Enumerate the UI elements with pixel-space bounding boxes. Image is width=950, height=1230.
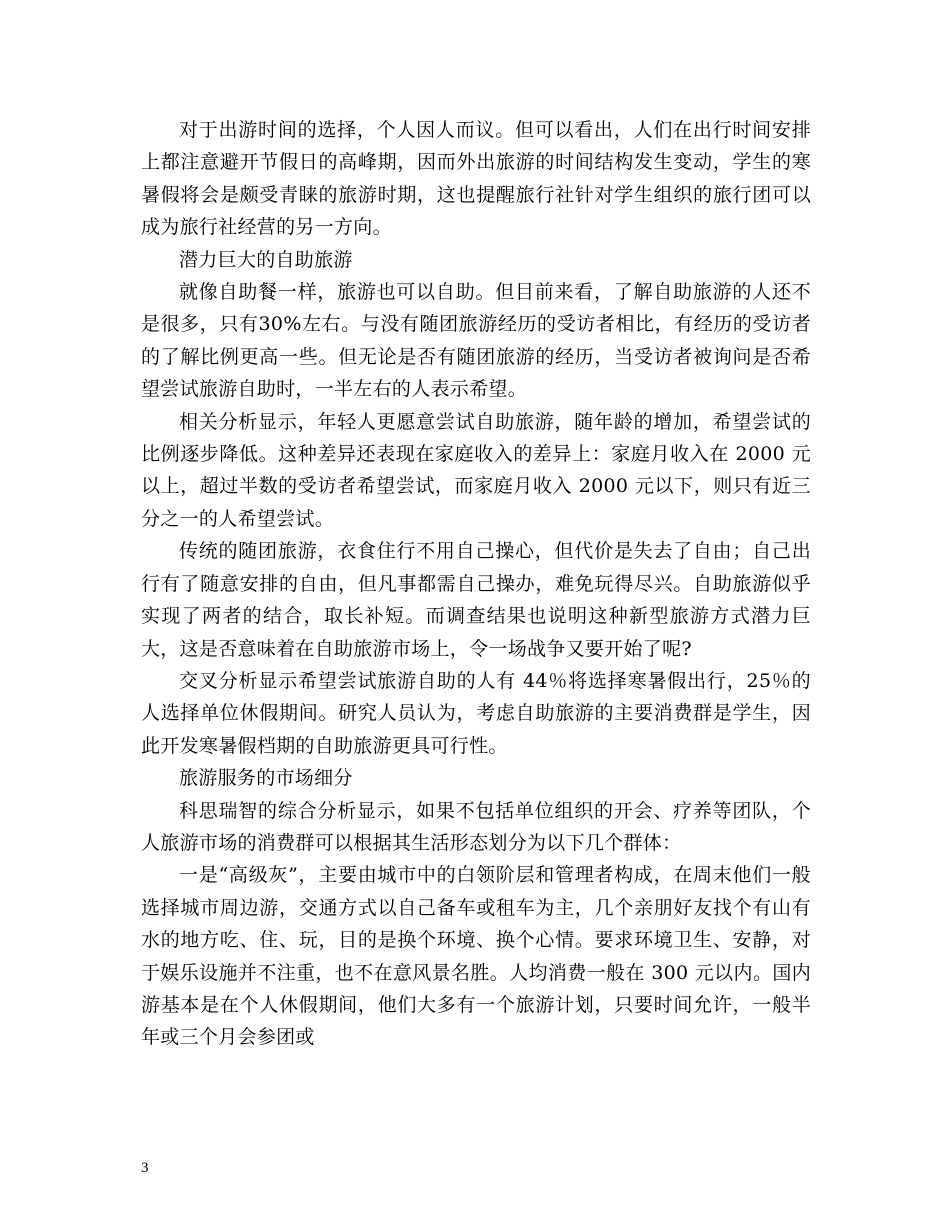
section-heading-self-guided-travel: 潜力巨大的自助旅游 [179,248,353,271]
paragraph-consumer-groups-intro: 科思瑞智的综合分析显示，如果不包括单位组织的开会、疗养等团队，个人旅游市场的消费群可以根据其生活形态划分为以下几个群体： [141,799,811,854]
paragraph-age-income-analysis: 相关分析显示，年轻人更愿意尝试自助旅游，随年龄的增加，希望尝试的比例逐步降低。这种差异还表现在家庭收入的差异上：家庭月收入在 2000 元以上，超过半数的受访者希望尝试，而家庭月收入 2000 元以下，则只有近三分之一的人希望尝试。 [141,410,811,530]
paragraph-cross-analysis: 交叉分析显示希望尝试旅游自助的人有 44％将选择寒暑假出行，25％的人选择单位休假期间。研究人员认为，考虑自助旅游的主要消费群是学生，因此开发寒暑假档期的自助旅游更具可行性。 [141,669,811,757]
paragraph-self-guided-awareness: 就像自助餐一样，旅游也可以自助。但目前来看，了解自助旅游的人还不是很多，只有30%左右。与没有随团旅游经历的受访者相比，有经历的受访者的了解比例更高一些。但无论是否有随团旅游的经历，当受访者被询问是否希望尝试旅游自助时，一半左右的人表示希望。 [141,281,811,401]
paragraph-high-end-gray-group: 一是“高级灰”，主要由城市中的白领阶层和管理者构成，在周末他们一般选择城市周边游，交通方式以自己备车或租车为主，几个亲朋好友找个有山有水的地方吃、住、玩，目的是换个环境、换个心情。要求环境卫生、安静，对于娱乐设施并不注重，也不在意风景名胜。人均消费一般在 300 元以内。国内游基本是在个人休假期间，他们大多有一个旅游计划，只要时间允许，一般半年或三个月会参团或 [141,864,811,1049]
paragraph-travel-timing: 对于出游时间的选择，个人因人而议。但可以看出，人们在出行时间安排上都注意避开节假日的高峰期，因而外出旅游的时间结构发生变动，学生的寒暑假将会是颇受青睐的旅游时期，这也提醒旅行社针对学生组织的旅行团可以成为旅行社经营的另一方向。 [141,119,811,239]
page-number: 3 [141,1160,149,1176]
section-heading-market-segmentation: 旅游服务的市场细分 [179,767,353,790]
paragraph-group-vs-self-guided: 传统的随团旅游，衣食住行不用自己操心，但代价是失去了自由；自己出行有了随意安排的自由，但凡事都需自己操办，难免玩得尽兴。自助旅游似乎实现了两者的结合，取长补短。而调查结果也说明这种新型旅游方式潜力巨大，这是否意味着在自助旅游市场上，令一场战争又要开始了呢? [141,540,811,660]
document-body [141,114,811,1054]
